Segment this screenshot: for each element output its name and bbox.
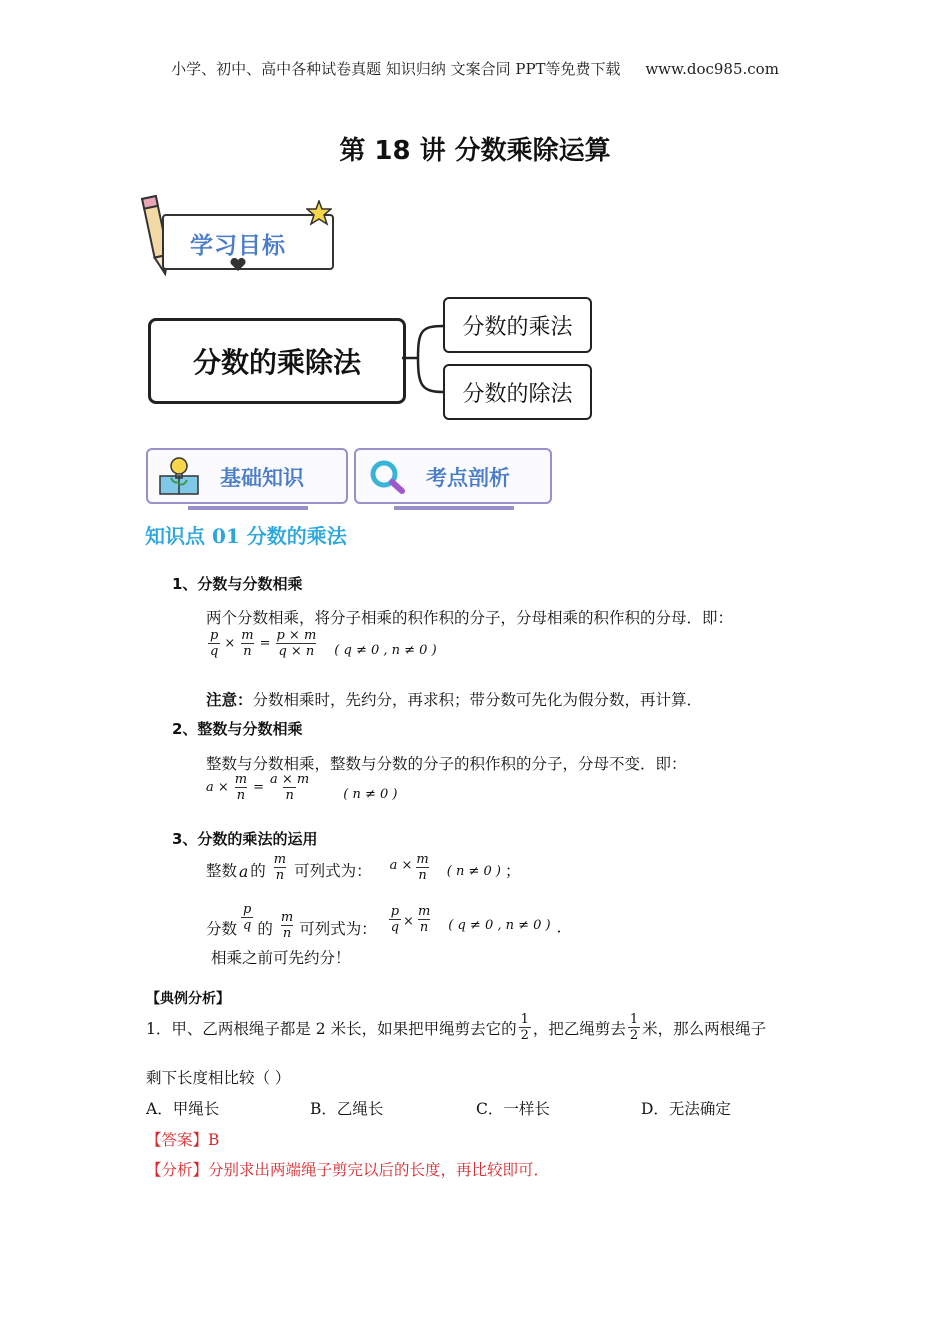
tab-basic-knowledge[interactable] — [146, 448, 348, 504]
formula-fraction: $\frac{p}{q}$ — [210, 628, 219, 659]
section-1-title: 1、分数与分数相乘 — [172, 575, 303, 593]
formula-fraction: $\frac{m}{n}$ — [234, 772, 248, 803]
section-2-formula — [206, 772, 397, 803]
tab-basic-foot — [188, 506, 308, 510]
mindmap-child-division: 分数的除法 — [443, 364, 592, 420]
question-fraction-2: $\frac{1}{2}$ — [629, 1012, 639, 1043]
line2-expr-fraction-1: $\frac{p}{q}$ — [390, 904, 400, 935]
question-part-2: ，把乙绳剪去 — [532, 1019, 626, 1038]
formula-condition: ( n ≠ 0 ) — [343, 787, 398, 802]
line2-de: 的 — [257, 920, 273, 938]
question-part-3: 米，那么两根绳子 — [642, 1019, 767, 1038]
knowledge-point-heading: 知识点 01 分数的乘法 — [145, 524, 347, 548]
header-url[interactable]: www.doc985.com — [645, 60, 779, 78]
line1-expr: a × — [389, 858, 413, 873]
line1-variable: a — [239, 863, 249, 881]
choice-d: D．无法确定 — [641, 1100, 731, 1118]
line1-expr-fraction: $\frac{m}{n}$ — [416, 852, 429, 883]
section-3-line-1 — [206, 852, 520, 881]
choice-a: A．甲绳长 — [146, 1100, 220, 1118]
tab-exam-analysis[interactable] — [354, 448, 552, 504]
line2-prefix: 分数 — [206, 920, 238, 938]
section-3-line-3: 相乘之前可先约分！ — [211, 949, 351, 967]
analysis-text: 分别求出两端绳子剪完以后的长度，再比较即可． — [208, 1161, 550, 1179]
formula-a-times: a × — [206, 780, 229, 795]
choice-c: C．一样长 — [476, 1100, 550, 1118]
formula-fraction: $\frac{m}{n}$ — [241, 628, 254, 659]
formula-fraction: $\frac{p \times m}{q \times n}$ — [276, 628, 317, 659]
note-text: 分数相乘时，先约分，再求积；带分数可先化为假分数，再计算． — [252, 691, 703, 709]
question-line-2: 剩下长度相比较（ ） — [146, 1069, 291, 1087]
mindmap-connector — [400, 320, 446, 400]
example-question — [146, 1012, 766, 1043]
formula-operator: × — [224, 636, 236, 651]
line2-fraction-2: $\frac{m}{n}$ — [280, 910, 294, 941]
line2-condition: ( q ≠ 0 , n ≠ 0 ) — [448, 918, 551, 933]
line1-de: 的 — [250, 862, 266, 880]
question-part-1: 1．甲、乙两根绳子都是 2 米长，如果把甲绳剪去它的 — [146, 1019, 517, 1038]
section-2-title: 2、整数与分数相乘 — [172, 720, 303, 738]
line2-post: 可列式为： — [299, 920, 377, 938]
line1-condition: ( n ≠ 0 ) — [446, 864, 501, 879]
lightbulb-book-icon — [156, 454, 202, 498]
section-3-title: 3、分数的乘法的运用 — [172, 830, 318, 848]
line2-expr-fraction-2: $\frac{m}{n}$ — [417, 904, 431, 935]
line2-end: ． — [556, 918, 573, 936]
page-header — [0, 58, 950, 79]
section-1-text: 两个分数相乘，将分子相乘的积作积的分子，分母相乘的积作积的分母．即： — [206, 609, 734, 627]
answer-line — [146, 1128, 219, 1150]
page-title: 第 18 讲 分数乘除运算 — [339, 136, 611, 166]
learning-goal-label: 学习目标 — [190, 233, 286, 259]
section-3-line-2 — [206, 902, 572, 939]
note-label: 注意： — [206, 690, 253, 709]
line2-times: × — [403, 914, 414, 929]
answer-value: B — [208, 1131, 220, 1149]
star-icon — [306, 200, 332, 226]
mindmap-root: 分数的乘除法 — [148, 318, 406, 404]
section-1-note — [206, 688, 702, 710]
formula-fraction: $\frac{a \times m}{n}$ — [270, 772, 310, 803]
line1-prefix: 整数 — [206, 862, 238, 880]
tab-analysis-foot — [394, 506, 514, 510]
formula-equals: = — [253, 780, 265, 795]
analysis-line — [146, 1158, 549, 1180]
example-label: 【典例分析】 — [146, 991, 230, 1007]
question-fraction-1: $\frac{1}{2}$ — [520, 1012, 529, 1043]
tab-exam-analysis-label: 考点剖析 — [426, 466, 510, 490]
choice-b: B．乙绳长 — [310, 1100, 384, 1118]
mindmap-child-multiplication: 分数的乘法 — [443, 297, 592, 353]
analysis-label: 【分析】 — [146, 1161, 209, 1179]
search-icon — [368, 458, 408, 496]
formula-condition: ( q ≠ 0 , n ≠ 0 ) — [334, 643, 437, 658]
line1-fraction: $\frac{m}{n}$ — [273, 852, 287, 883]
header-text: 小学、初中、高中各种试卷真题 知识归纳 文案合同 PPT等免费下载 — [171, 60, 621, 78]
tab-basic-knowledge-label: 基础知识 — [220, 466, 304, 490]
section-1-formula — [206, 628, 437, 659]
section-2-text: 整数与分数相乘，整数与分数的分子的积作积的分子，分母不变．即： — [206, 755, 687, 773]
line2-fraction-1: $\frac{p}{q}$ — [243, 902, 252, 933]
line1-end: ； — [504, 862, 521, 880]
heart-icon — [230, 258, 246, 272]
learning-goal-banner — [140, 190, 340, 280]
answer-label: 【答案】 — [146, 1131, 209, 1149]
formula-equals: = — [259, 636, 271, 651]
line1-post: 可列式为： — [294, 862, 372, 880]
